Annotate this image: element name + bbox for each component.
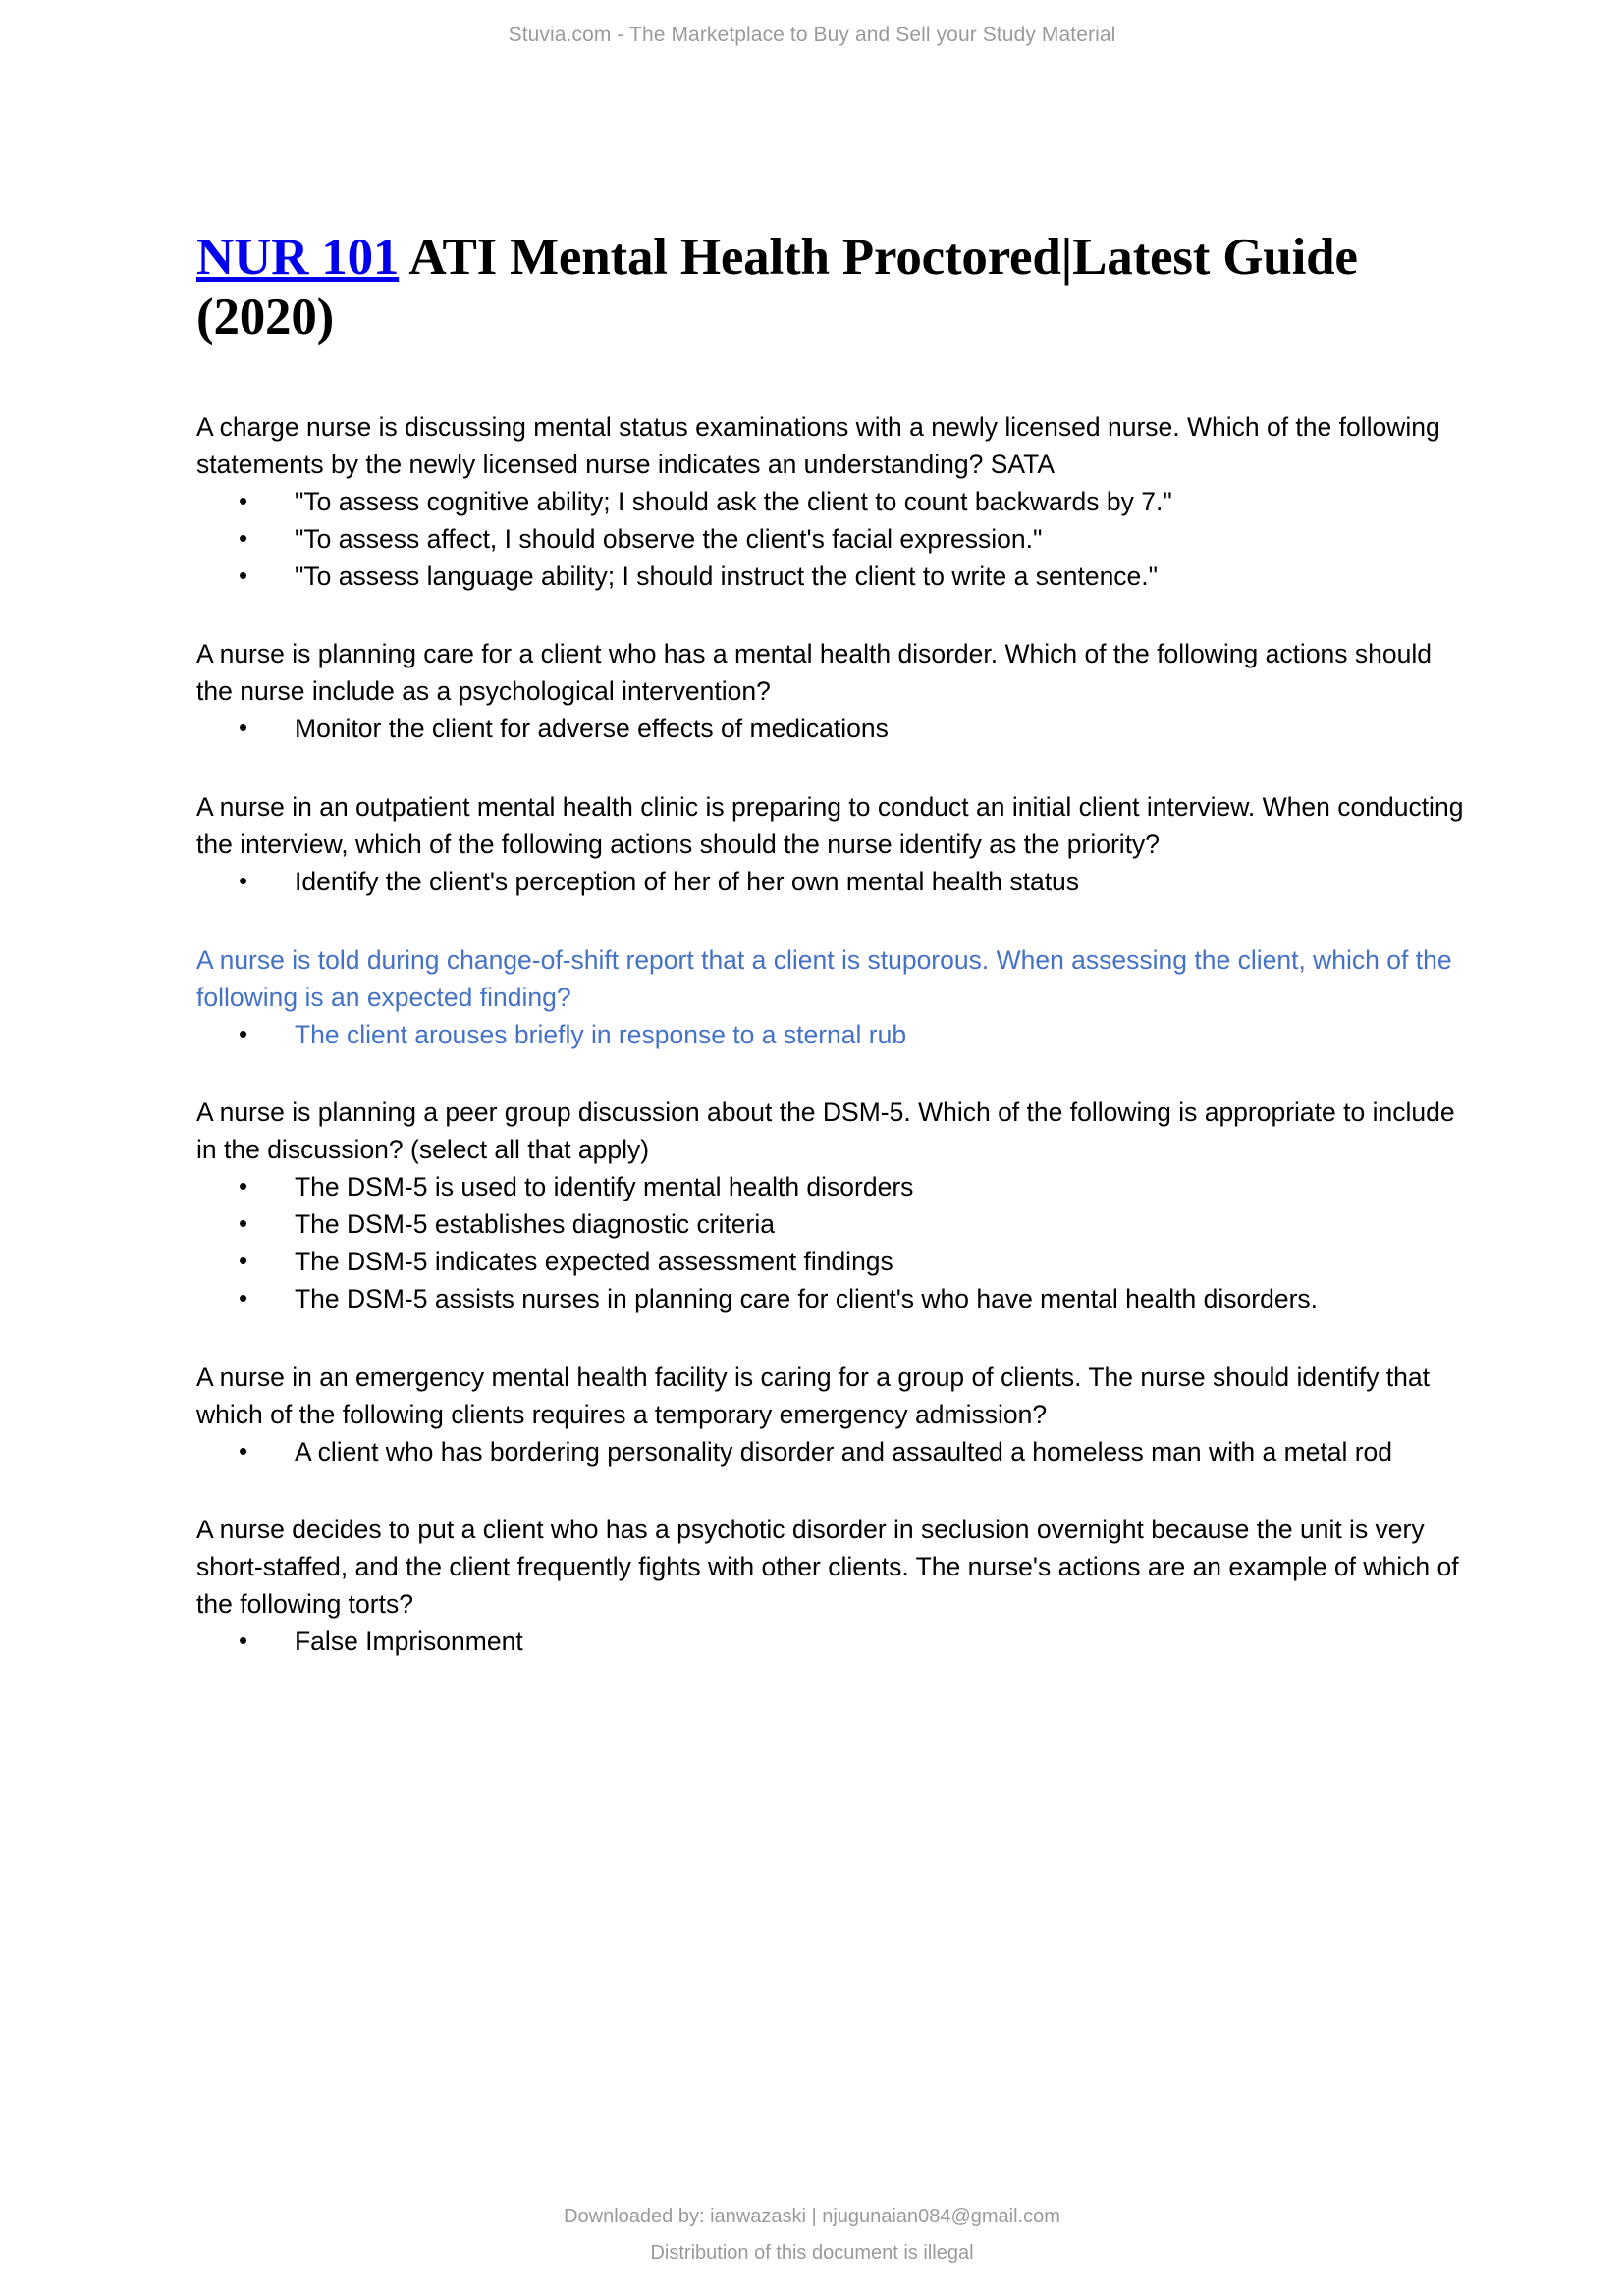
answer-list xyxy=(196,1624,1469,1661)
question-stem: A nurse is told during change-of-shift report that a client is stuporous. When assessing the client, which of the following is an expected finding? xyxy=(196,944,1452,1012)
answer-list xyxy=(196,484,1469,596)
answer-item: • "To assess language ability; I should instruct the client to write a sentence." xyxy=(196,559,1469,596)
answer-item: • The DSM-5 assists nurses in planning care for client's who have mental health disorders. xyxy=(196,1281,1469,1318)
document-footer xyxy=(0,2206,1624,2265)
question-stem: A nurse in an outpatient mental health clinic is preparing to conduct an initial client interview. When conducting the interview, which of the following actions should the nurse identify as the priority? xyxy=(196,792,1464,859)
answer-item: • The DSM-5 establishes diagnostic criteria xyxy=(196,1206,1469,1244)
stuvia-watermark-header: Stuvia.com - The Marketplace to Buy and Sell your Study Material xyxy=(508,24,1116,46)
question-block xyxy=(196,409,1469,595)
page-title xyxy=(196,228,1469,348)
question-block xyxy=(196,1512,1469,1661)
answer-item: • "To assess cognitive ability; I should ask the client to count backwards by 7." xyxy=(196,484,1469,521)
answer-list xyxy=(196,711,1469,748)
downloaded-by-text: Downloaded by: ianwazaski | njugunaian084@gmail.com xyxy=(564,2206,1060,2227)
distribution-notice-text: Distribution of this document is illegal xyxy=(650,2242,974,2264)
page-title-rest: ATI Mental Health Proctored|Latest Guide (2020) xyxy=(196,229,1358,347)
question-stem: A nurse in an emergency mental health facility is caring for a group of clients. The nurse should identify that which of the following clients requires a temporary emergency admission? xyxy=(196,1362,1431,1429)
question-stem: A nurse decides to put a client who has a psychotic disorder in seclusion overnight because the unit is very short-staffed, and the client frequently fights with other clients. The nurse's actions are an example of which of the following torts? xyxy=(196,1515,1459,1620)
question-stem: A nurse is planning a peer group discussion about the DSM-5. Which of the following is appropriate to include in the discussion? (select all that apply) xyxy=(196,1097,1455,1165)
answer-list xyxy=(196,1017,1469,1054)
answer-item: • The DSM-5 indicates expected assessment findings xyxy=(196,1244,1469,1281)
question-block xyxy=(196,942,1469,1054)
answer-list xyxy=(196,1169,1469,1318)
questions-container xyxy=(196,409,1469,1661)
answer-item: • The DSM-5 is used to identify mental health disorders xyxy=(196,1169,1469,1206)
question-block xyxy=(196,1095,1469,1317)
answer-item: • Monitor the client for adverse effects of medications xyxy=(196,711,1469,748)
answer-item: • False Imprisonment xyxy=(196,1624,1469,1661)
question-stem: A nurse is planning care for a client who has a mental health disorder. Which of the following actions should the nurse include as a psychological intervention? xyxy=(196,639,1432,707)
answer-item: • "To assess affect, I should observe the client's facial expression." xyxy=(196,521,1469,559)
document-body xyxy=(196,228,1469,1661)
question-block xyxy=(196,789,1469,901)
question-block xyxy=(196,636,1469,748)
course-code-link[interactable]: NUR 101 xyxy=(196,229,400,286)
answer-item: • The client arouses briefly in response to a sternal rub xyxy=(196,1017,1469,1054)
question-block xyxy=(196,1360,1469,1471)
answer-item: • Identify the client's perception of her of her own mental health status xyxy=(196,864,1469,901)
answer-item: • A client who has bordering personality disorder and assaulted a homeless man with a metal rod xyxy=(196,1434,1469,1471)
answer-list xyxy=(196,1434,1469,1471)
question-stem: A charge nurse is discussing mental status examinations with a newly licensed nurse. Which of the following statements by the newly licensed nurse indicates an understanding? SATA xyxy=(196,411,1440,479)
answer-list xyxy=(196,864,1469,901)
